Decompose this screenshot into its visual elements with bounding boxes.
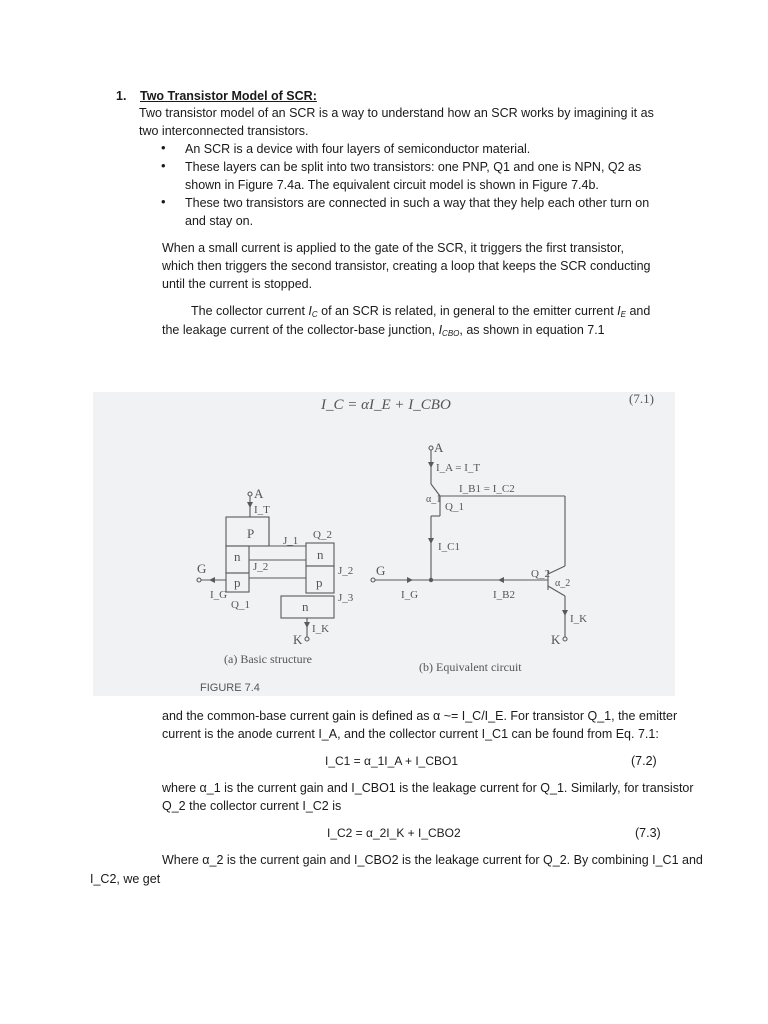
label-J1: J_1 (283, 535, 299, 547)
collector-paragraph-line-2: the leakage current of the collector-base junction, $I_{CBO}$, as shown in equation 7.1 (162, 323, 605, 338)
combine-paragraph-line-1: Where α_2 is the current gain and I_CBO2 is the leakage current for Q_2. By combining I_C1 and (162, 853, 703, 867)
label-IG-right: I_G (401, 589, 419, 601)
label-n-right: n (317, 547, 324, 562)
caption-equivalent-circuit: (b) Equivalent circuit (419, 660, 522, 674)
equation-7-3: I_C2 = α_2I_K + I_CBO2 (327, 826, 461, 840)
label-J2-right: J_2 (338, 565, 354, 577)
label-K-left: K (293, 632, 303, 647)
bullet-item-3-line-1: These two transistors are connected in such a way that they help each other turn on (185, 196, 650, 210)
section-number: 1. (116, 89, 127, 103)
gate-paragraph-line-2: which then triggers the second transistor, creating a loop that keeps the SCR conducting (162, 259, 651, 273)
label-A-left: A (254, 486, 264, 501)
bullet-item-3-line-2: and stay on. (185, 214, 254, 228)
bullet-marker: • (161, 158, 166, 173)
alpha1-paragraph-line-2: Q_2 the collector current I_C2 is (162, 799, 342, 813)
label-P: P (247, 526, 255, 541)
label-alpha1: α_1 (426, 494, 442, 505)
section-title: Two Transistor Model of SCR: (140, 89, 317, 103)
label-IG-left: I_G (210, 589, 228, 601)
caption-basic-structure: (a) Basic structure (224, 652, 312, 666)
intro-line-1: Two transistor model of an SCR is a way to understand how an SCR works by imagining it as (139, 106, 654, 120)
label-IK-left: I_K (312, 623, 330, 635)
bullet-item-2-line-1: These layers can be split into two transistors: one PNP, Q1 and one is NPN, Q2 as (185, 160, 642, 174)
label-J2-left: J_2 (253, 561, 269, 573)
intro-line-2: two interconnected transistors. (139, 124, 309, 138)
figure-eq-number: (7.1) (629, 392, 654, 406)
figure-photo (93, 392, 675, 696)
section-heading (116, 87, 317, 105)
label-IB1-eq: I_B1 = I_C2 (459, 483, 515, 495)
bullet-marker: • (161, 140, 166, 155)
label-G-right: G (376, 563, 386, 578)
label-n-bottom: n (302, 599, 309, 614)
figure-equation: I_C = αI_E + I_CBO (321, 397, 451, 413)
label-K-right: K (551, 632, 561, 647)
bullet-item-1: An SCR is a device with four layers of semiconductor material. (185, 142, 531, 156)
label-Q1-left: Q_1 (231, 599, 250, 611)
gate-paragraph-line-3: until the current is stopped. (162, 277, 313, 291)
equation-7-2: I_C1 = α_1I_A + I_CBO1 (325, 754, 459, 768)
gain-paragraph-line-1: and the common-base current gain is defined as α ~= I_C/I_E. For transistor Q_1, the emitter (162, 709, 678, 723)
label-IK-right: I_K (570, 613, 588, 625)
combine-paragraph-line-2: I_C2, we get (90, 872, 161, 886)
label-G-left: G (197, 561, 207, 576)
collector-paragraph-line-1: The collector current $I_C$ of an SCR is related, in general to the emitter current $I_E$ and (191, 304, 651, 319)
gate-paragraph-line-1: When a small current is applied to the gate of the SCR, it triggers the first transistor, (162, 241, 625, 255)
label-A-right: A (434, 440, 444, 455)
label-p-right: p (316, 575, 323, 590)
label-Q2-right: Q_2 (531, 568, 550, 580)
label-p-gate: p (234, 575, 241, 590)
label-Q2-left: Q_2 (313, 529, 332, 541)
label-IB2: I_B2 (493, 589, 515, 601)
figure-label: FIGURE 7.4 (200, 682, 260, 694)
label-IT: I_T (254, 504, 270, 516)
bullet-item-2-line-2: shown in Figure 7.4a. The equivalent circuit model is shown in Figure 7.4b. (185, 178, 599, 192)
gain-paragraph-line-2: current is the anode current I_A, and the collector current I_C1 can be found from Eq. 7.1: (162, 727, 659, 741)
label-IA-eq: I_A = I_T (436, 462, 481, 474)
label-n-left: n (234, 549, 241, 564)
bullet-marker: • (161, 194, 166, 209)
figure-drawing (93, 392, 675, 696)
equation-7-3-number: (7.3) (635, 826, 661, 840)
label-Q1-right: Q_1 (445, 501, 464, 513)
equation-7-2-number: (7.2) (631, 754, 657, 768)
label-J3: J_3 (338, 592, 354, 604)
alpha1-paragraph-line-1: where α_1 is the current gain and I_CBO1 is the leakage current for Q_1. Similarly, for transistor (162, 781, 694, 795)
label-IC1: I_C1 (438, 541, 460, 553)
label-alpha2: α_2 (555, 578, 571, 589)
